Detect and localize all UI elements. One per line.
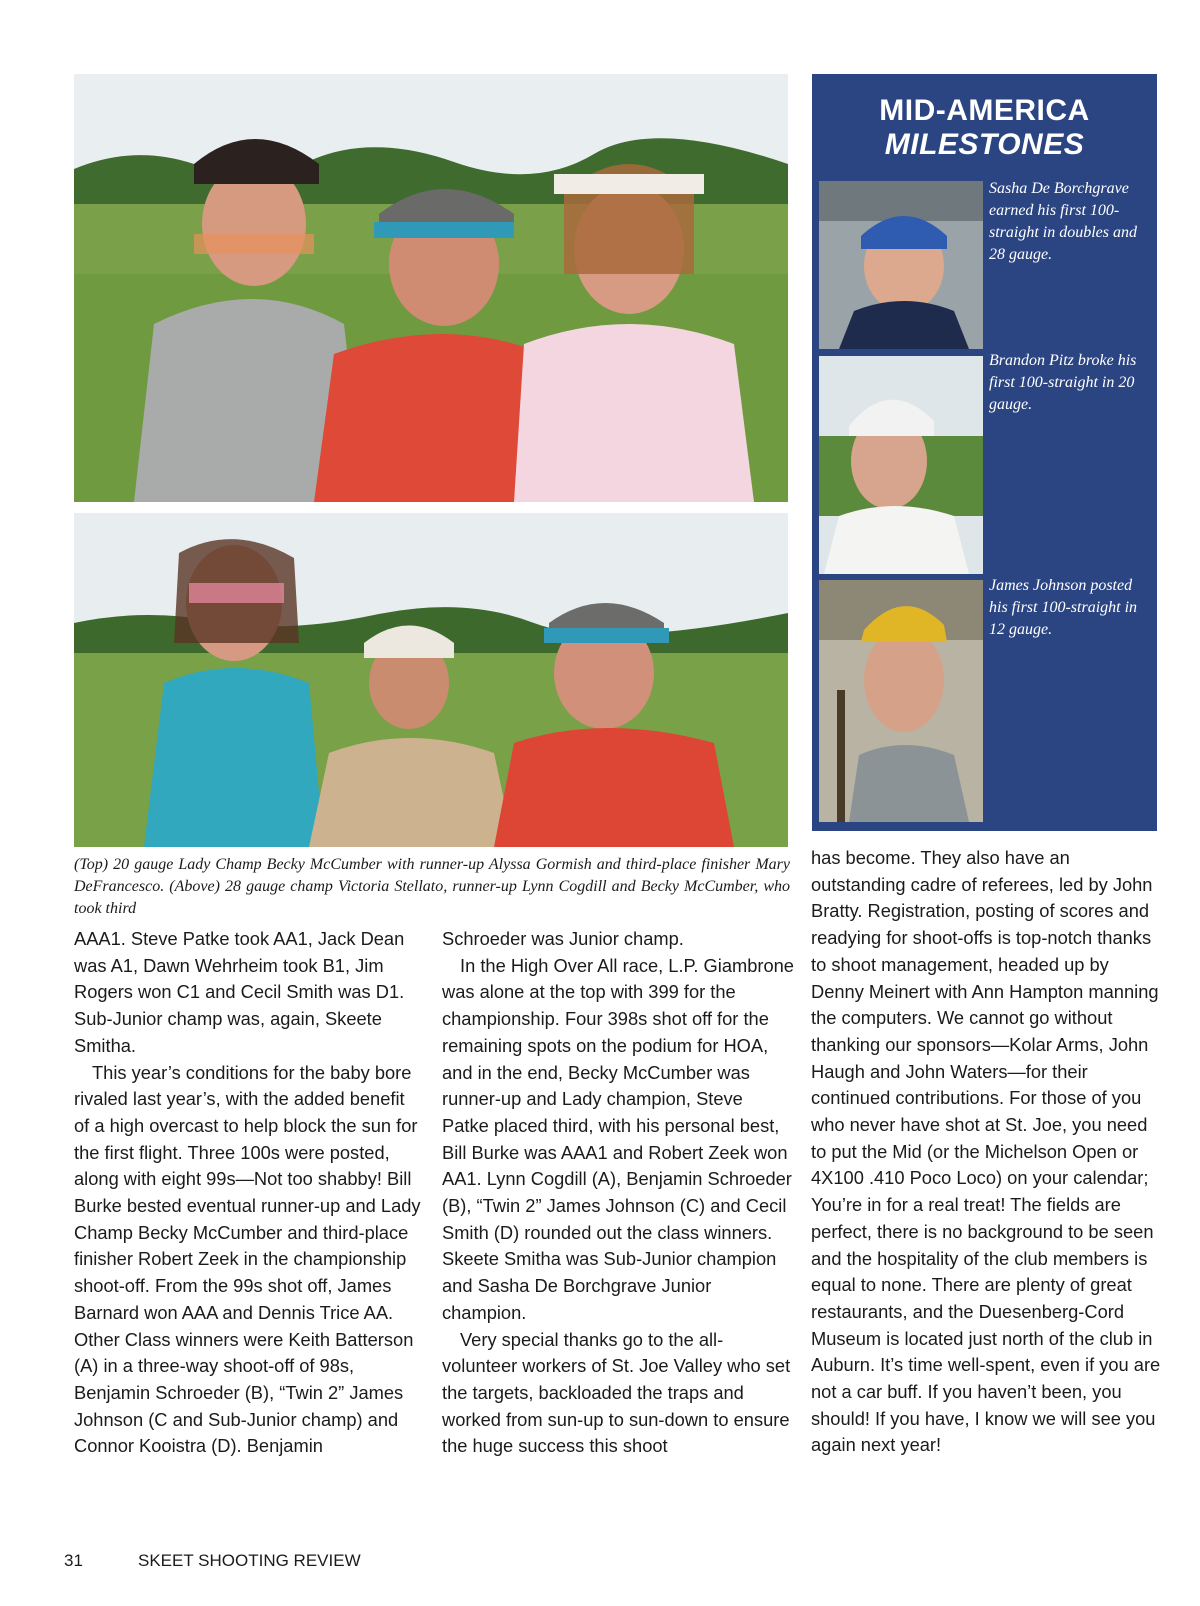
paragraph: has become. They also have an outstanding cadre of referees, led by John Bratty. Registration, posting of scores and readying for shoot-offs is top-notch thanks to shoot management, headed up by Denny Meinert with Ann Hampton manning the computers. We cannot go without thanking our sponsors—Kolar Arms, John Haugh and John Waters—for their continued contributions. For those of you who never have shot at St. Joe, you need to put the Mid (or the Michelson Open or 4X100 .410 Poco Loco) on your calendar; You’re in for a real treat! The fields are perfect, there is no background to be seen and the hospitality of the club members is equal to none. There are plenty of great restaurants, and the Duesenberg-Cord Museum is located just north of the club in Auburn. It’s time well-spent, even if you are not a car buff. If you haven’t been, you should! If you have, I know we will see you again next year!	[811, 847, 1161, 1456]
milestone-photo-brandon	[819, 356, 983, 574]
publication-name: SKEET SHOOTING REVIEW	[138, 1551, 361, 1570]
paragraph: Very special thanks go to the all-volunteer workers of St. Joe Valley who set the targets, backloaded the traps and worked from sun-up to sun-down to ensure the huge success this shoot	[442, 1328, 791, 1457]
paragraph: This year’s conditions for the baby bore rivaled last year’s, with the added benefit of a high overcast to help block the sun for the first flight. Three 100s were posted, along with eight 99s—Not too shabby! Bill Burke bested eventual runner-up and Lady Champ Becky McCumber and third-place finisher Robert Zeek in the championship shoot-off. From the 99s shot off, James Barnard won AAA and Dennis Trice AA. Other Class winners were Keith Batterson (A) in a three-way shoot-off of 98s, Benjamin Schroeder (B), “Twin 2” James Johnson (C and Sub-Junior champ) and Connor Kooistra (D). Benjamin	[74, 1061, 421, 1457]
milestone-caption-brandon: Brandon Pitz broke his first 100-straight in 20 gauge.	[989, 352, 1137, 413]
paragraph: AAA1. Steve Patke took AA1, Jack Dean was A1, Dawn Wehrheim took B1, Jim Rogers won C1 and Cecil Smith was D1. Sub-Junior champ was, again, Skeete Smitha.	[74, 928, 405, 1056]
sidebar-title-line1: MID-AMERICA	[879, 94, 1090, 127]
photo-bottom-28-gauge-champions	[74, 513, 788, 847]
photo-caption: (Top) 20 gauge Lady Champ Becky McCumber with runner-up Alyssa Gormish and third-place finisher Mary DeFrancesco. (Above) 28 gauge champ Victoria Stellato, runner-up Lynn Cogdill and Becky McCumber, who took third	[74, 856, 790, 917]
milestones-sidebar	[812, 74, 1157, 831]
paragraph: Schroeder was Junior champ.	[442, 928, 684, 949]
sidebar-title-line2: MILESTONES	[884, 128, 1085, 161]
milestone-photo-james	[819, 580, 983, 822]
milestone-caption-sasha: Sasha De Borchgrave earned his first 100-straight in doubles and 28 gauge.	[989, 180, 1138, 263]
article-column-2	[442, 926, 794, 1460]
page-number: 31	[64, 1551, 83, 1570]
milestone-photo-sasha	[819, 181, 983, 349]
article-column-1	[74, 926, 424, 1460]
photo-top-lady-champions	[74, 74, 788, 502]
paragraph: In the High Over All race, L.P. Giambrone was alone at the top with 399 for the championship. Four 398s shot off for the remaining spots on the podium for HOA, and in the end, Becky McCumber was runner-up and Lady champion, Steve Patke placed third, with his personal best, Bill Burke was AAA1 and Robert Zeek won AA1. Lynn Cogdill (A), Benjamin Schroeder (B), “Twin 2” James Johnson (C) and Cecil Smith (D) rounded out the class winners. Skeete Smitha was Sub-Junior champion and Sasha De Borchgrave Junior champion.	[442, 954, 794, 1323]
article-column-3	[811, 845, 1163, 1459]
milestone-caption-james: James Johnson posted his first 100-straight in 12 gauge.	[989, 577, 1138, 638]
sidebar-title	[812, 94, 1157, 162]
